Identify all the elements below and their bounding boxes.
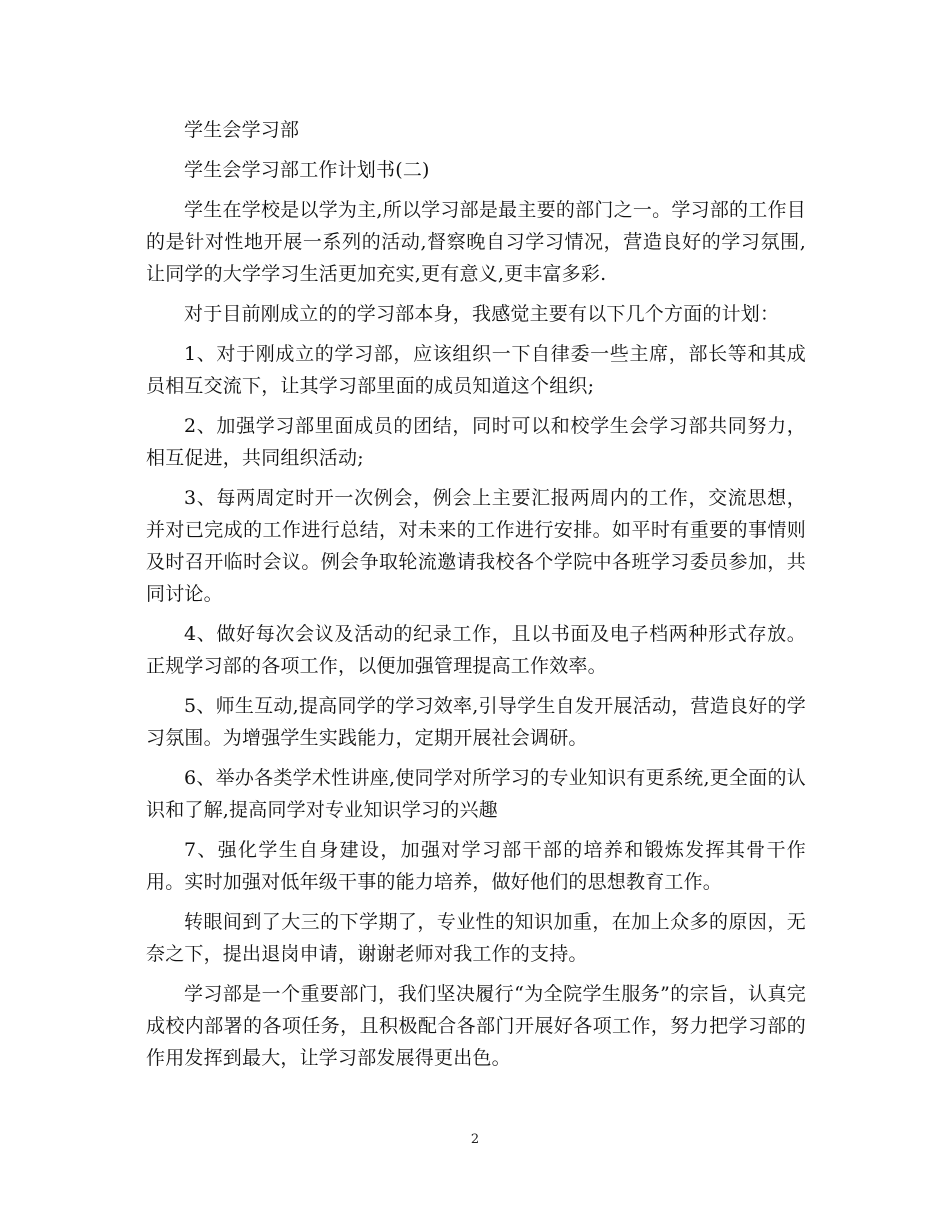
paragraph-conclusion: 学习部是一个重要部门，我们坚决履行“为全院学生服务”的宗旨，认真完成校内部署的各项任务，且积极配合各部门开展好各项工作，努力把学习部的作用发挥到最大，让学习部发展得更出色。 [146,983,806,1069]
paragraph-item-6: 6、举办各类学术性讲座,使同学对所学习的专业知识有更系统,更全面的认识和了解,提高同学对专业知识学习的兴趣 [146,767,806,821]
paragraph-plan-lead: 对于目前刚成立的的学习部本身，我感觉主要有以下几个方面的计划： [184,303,780,325]
page-number: 2 [470,1132,480,1147]
paragraph-item-4: 4、做好每次会议及活动的纪录工作，且以书面及电子档两种形式存放。正规学习部的各项工作，以便加强管理提高工作效率。 [146,623,806,677]
paragraph-intro: 学生在学校是以学为主,所以学习部是最主要的部门之一。学习部的工作目的是针对性地开展一系列的活动,督察晚自习学习情况，营造良好的学习氛围,让同学的大学学习生活更加充实,更有意义,更丰富多彩. [146,199,806,285]
document-heading: 学生会学习部 [184,119,300,141]
paragraph-item-1: 1、对于刚成立的学习部，应该组织一下自律委一些主席，部长等和其成员相互交流下，让其学习部里面的成员知道这个组织; [146,343,806,397]
paragraph-item-7: 7、强化学生自身建设，加强对学习部干部的培养和锻炼发挥其骨干作用。实时加强对低年级干事的能力培养，做好他们的思想教育工作。 [146,839,806,893]
paragraph-resignation: 转眼间到了大三的下学期了，专业性的知识加重，在加上众多的原因，无奈之下，提出退岗申请，谢谢老师对我工作的支持。 [146,911,806,965]
paragraph-item-2: 2、加强学习部里面成员的团结，同时可以和校学生会学习部共同努力，相互促进，共同组织活动; [146,415,806,469]
paragraph-item-5: 5、师生互动,提高同学的学习效率,引导学生自发开展活动，营造良好的学习氛围。为增强学生实践能力，定期开展社会调研。 [146,695,806,749]
document-body [146,114,806,1082]
document-subheading: 学生会学习部工作计划书(二) [184,159,430,181]
paragraph-item-3: 3、每两周定时开一次例会，例会上主要汇报两周内的工作，交流思想，并对已完成的工作进行总结，对未来的工作进行安排。如平时有重要的事情则及时召开临时会议。例会争取轮流邀请我校各个学院中各班学习委员参加，共同讨论。 [146,487,806,605]
